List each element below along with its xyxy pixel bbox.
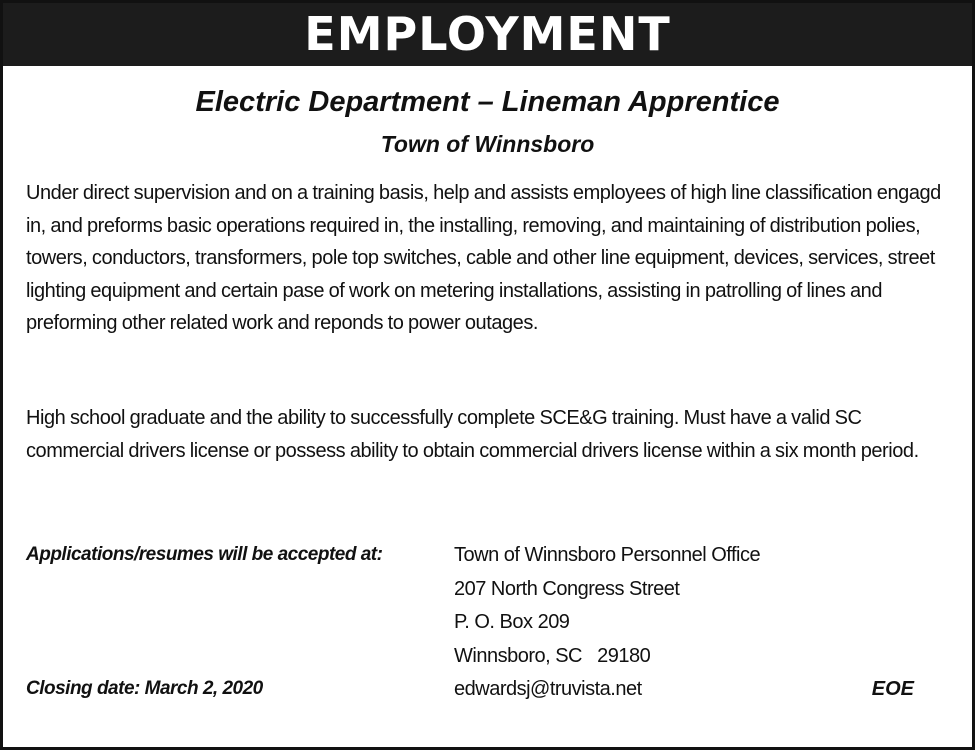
address-line-office: Town of Winnsboro Personnel Office xyxy=(454,544,761,566)
application-address-block xyxy=(454,539,760,707)
contact-email: edwardsj@truvista.net xyxy=(454,678,642,700)
job-duties-paragraph: Under direct supervision and on a training basis, help and assists employees of high line classification engagd in, and preforms basic operations required in, the installing, removing, and maintaining of distribution polies, towers, conductors, transformers, pole top switches, cable and other line equipment, devices, services, street lighting equipment and certain pase of work on metering installations, assisting in patrolling of lines and preforming other related work and reponds to power outages. xyxy=(26,182,941,334)
employer-name: Town of Winnsboro xyxy=(380,131,595,157)
address-line-po-box: P. O. Box 209 xyxy=(454,611,570,633)
eoe-label: EOE xyxy=(871,678,914,700)
address-line-city: Winnsboro, SC 29180 xyxy=(454,644,651,667)
job-requirements-paragraph: High school graduate and the ability to successfully complete SCE&G training. Must have a valid SC commercial drivers license or possess ability to obtain commercial drivers license within a six month period. xyxy=(26,407,919,462)
closing-date: Closing date: March 2, 2020 xyxy=(26,678,263,699)
address-line-street: 207 North Congress Street xyxy=(454,577,680,600)
job-title: Electric Department – Lineman Apprentice xyxy=(195,86,780,118)
applications-label: Applications/resumes will be accepted at: xyxy=(26,544,383,565)
employment-banner: EMPLOYMENT xyxy=(3,3,972,66)
